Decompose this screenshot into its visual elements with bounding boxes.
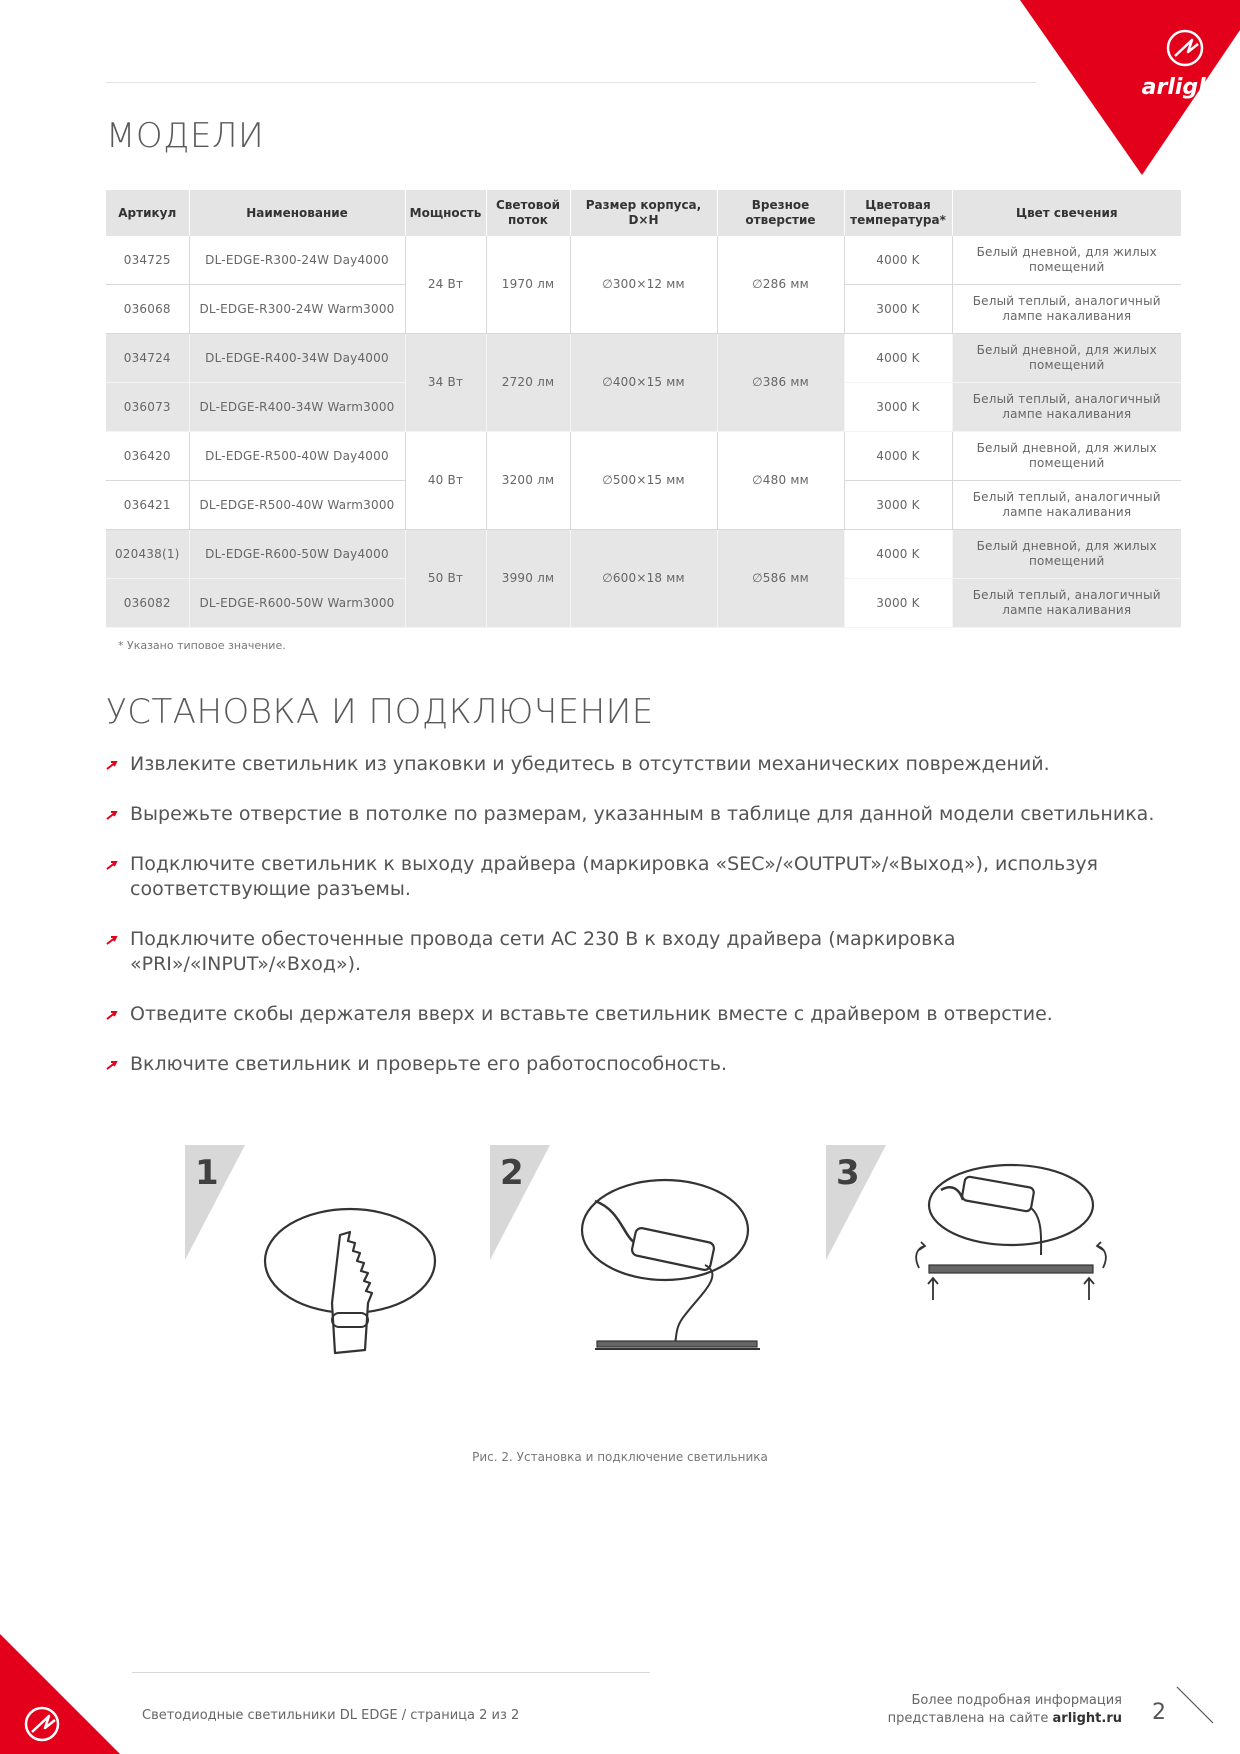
cell-flux: 3200 лм — [486, 432, 570, 530]
cell-light-color: Белый дневной, для жилых помещений — [952, 432, 1181, 481]
brand-corner — [920, 0, 1240, 180]
cell-light-color: Белый теплый, аналогичный лампе накаливания — [952, 285, 1181, 334]
col-header-light-color: Цвет свечения — [952, 190, 1181, 236]
col-header-cutout: Врезное отверстие — [717, 190, 844, 236]
table-footnote: * Указано типовое значение. — [118, 639, 286, 652]
install-steps-list — [106, 752, 1186, 1102]
cell-article: 036073 — [106, 383, 189, 432]
step-text: Отведите скобы держателя вверх и вставьте светильник вместе с драйвером в отверстие. — [130, 1003, 1053, 1025]
arrow-bullet-icon — [106, 860, 118, 870]
cell-light-color: Белый теплый, аналогичный лампе накаливания — [952, 383, 1181, 432]
cell-article: 036420 — [106, 432, 189, 481]
table-row — [106, 236, 1181, 285]
cell-size: ∅500×15 мм — [570, 432, 717, 530]
cell-cutout: ∅386 мм — [717, 334, 844, 432]
arlight-logo-text: arlight — [1141, 75, 1225, 100]
cell-cutout: ∅586 мм — [717, 530, 844, 628]
cell-temperature: 3000 K — [844, 481, 952, 530]
step-text: Извлеките светильник из упаковки и убедитесь в отсутствии механических повреждений. — [130, 753, 1050, 775]
arrow-bullet-icon — [106, 1060, 118, 1070]
cell-name: DL-EDGE-R400-34W Warm3000 — [189, 383, 405, 432]
cell-power: 50 Вт — [405, 530, 486, 628]
cell-name: DL-EDGE-R600-50W Warm3000 — [189, 579, 405, 628]
cell-name: DL-EDGE-R600-50W Day4000 — [189, 530, 405, 579]
step-text: Включите светильник и проверьте его работоспособность. — [130, 1053, 727, 1075]
table-row — [106, 530, 1181, 579]
cell-article: 020438(1) — [106, 530, 189, 579]
cell-temperature: 4000 K — [844, 530, 952, 579]
figure-caption: Рис. 2. Установка и подключение светильника — [472, 1450, 768, 1464]
footer-info-line1: Более подробная информация — [911, 1693, 1122, 1708]
col-header-article: Артикул — [106, 190, 189, 236]
cell-light-color: Белый дневной, для жилых помещений — [952, 334, 1181, 383]
col-header-size: Размер корпуса, D×H — [570, 190, 717, 236]
step-text: Подключите светильник к выходу драйвера (маркировка «SEC»/«OUTPUT»/«Выход»), используя соответствующие разъемы. — [130, 853, 1098, 900]
cell-article: 034724 — [106, 334, 189, 383]
cell-flux: 1970 лм — [486, 236, 570, 334]
mount-insert-icon — [911, 1160, 1111, 1320]
cell-size: ∅400×15 мм — [570, 334, 717, 432]
cell-flux: 3990 лм — [486, 530, 570, 628]
footer-doc-title: Светодиодные светильники DL EDGE / страница 2 из 2 — [142, 1708, 520, 1723]
arrow-bullet-icon — [106, 760, 118, 770]
cell-name: DL-EDGE-R500-40W Day4000 — [189, 432, 405, 481]
top-rule — [106, 82, 1036, 83]
step-text: Подключите обесточенные провода сети AC 230 В к входу драйвера (маркировка «PRI»/«INPUT»/«Вход»). — [130, 928, 956, 975]
step-number: 3 — [836, 1153, 860, 1193]
cell-light-color: Белый теплый, аналогичный лампе накаливания — [952, 481, 1181, 530]
cell-temperature: 4000 K — [844, 334, 952, 383]
cell-article: 034725 — [106, 236, 189, 285]
step-text: Вырежьте отверстие в потолке по размерам, указанным в таблице для данной модели светильника. — [130, 803, 1155, 825]
arrow-bullet-icon — [106, 935, 118, 945]
cell-flux: 2720 лм — [486, 334, 570, 432]
cell-temperature: 4000 K — [844, 236, 952, 285]
cell-temperature: 3000 K — [844, 579, 952, 628]
cell-power: 40 Вт — [405, 432, 486, 530]
page-number: 2 — [1152, 1700, 1166, 1725]
driver-connect-icon — [565, 1165, 805, 1365]
list-item — [106, 1002, 1186, 1027]
step-number: 1 — [195, 1153, 219, 1193]
arrow-bullet-icon — [106, 1010, 118, 1020]
list-item — [106, 927, 1186, 977]
cell-cutout: ∅286 мм — [717, 236, 844, 334]
cell-cutout: ∅480 мм — [717, 432, 844, 530]
col-header-flux: Световой поток — [486, 190, 570, 236]
cell-article: 036068 — [106, 285, 189, 334]
list-item — [106, 752, 1186, 777]
footer-site-link[interactable]: arlight.ru — [1052, 1711, 1122, 1726]
cell-temperature: 3000 K — [844, 383, 952, 432]
cell-temperature: 3000 K — [844, 285, 952, 334]
models-title: МОДЕЛИ — [106, 116, 265, 156]
cell-power: 34 Вт — [405, 334, 486, 432]
footer-info-prefix: представлена на сайте — [887, 1711, 1053, 1726]
cell-power: 24 Вт — [405, 236, 486, 334]
cell-temperature: 4000 K — [844, 432, 952, 481]
cell-light-color: Белый теплый, аналогичный лампе накаливания — [952, 579, 1181, 628]
table-row — [106, 334, 1181, 383]
list-item — [106, 1052, 1186, 1077]
list-item — [106, 852, 1186, 902]
step-number: 2 — [500, 1153, 524, 1193]
saw-cutting-icon — [260, 1185, 460, 1405]
footer-info — [888, 1692, 1122, 1728]
cell-article: 036421 — [106, 481, 189, 530]
install-title: УСТАНОВКА И ПОДКЛЮЧЕНИЕ — [106, 692, 654, 732]
col-header-name: Наименование — [189, 190, 405, 236]
models-table — [106, 190, 1181, 628]
arrow-bullet-icon — [106, 810, 118, 820]
cell-name: DL-EDGE-R500-40W Warm3000 — [189, 481, 405, 530]
footer-slash-icon — [1175, 1685, 1215, 1725]
col-header-power: Мощность — [405, 190, 486, 236]
cell-name: DL-EDGE-R300-24W Warm3000 — [189, 285, 405, 334]
cell-article: 036082 — [106, 579, 189, 628]
cell-size: ∅300×12 мм — [570, 236, 717, 334]
list-item — [106, 802, 1186, 827]
table-header-row — [106, 190, 1181, 236]
table-row — [106, 432, 1181, 481]
col-header-temperature: Цветовая температура* — [844, 190, 952, 236]
brand-corner-bottom — [0, 1614, 120, 1754]
cell-light-color: Белый дневной, для жилых помещений — [952, 530, 1181, 579]
cell-light-color: Белый дневной, для жилых помещений — [952, 236, 1181, 285]
cell-name: DL-EDGE-R300-24W Day4000 — [189, 236, 405, 285]
cell-name: DL-EDGE-R400-34W Day4000 — [189, 334, 405, 383]
footer-rule — [132, 1672, 650, 1673]
cell-size: ∅600×18 мм — [570, 530, 717, 628]
footer-info-line2 — [888, 1710, 1122, 1728]
